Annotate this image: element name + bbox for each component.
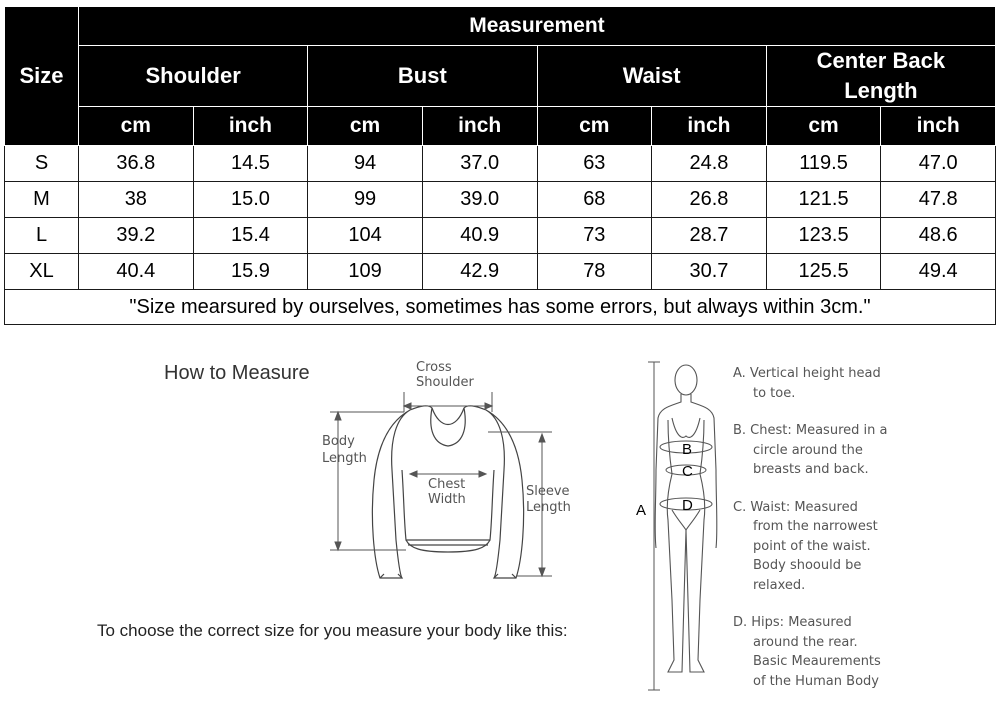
value-cell: 68	[537, 182, 652, 218]
value-cell: 38	[79, 182, 194, 218]
unit-header: inch	[422, 107, 537, 146]
measurement-header: Measurement	[79, 7, 996, 46]
value-cell: 78	[537, 254, 652, 290]
value-cell: 14.5	[193, 146, 308, 182]
value-cell: 28.7	[652, 218, 767, 254]
value-cell: 73	[537, 218, 652, 254]
cross-shoulder-label-2: Shoulder	[416, 375, 474, 390]
value-cell: 36.8	[79, 146, 194, 182]
unit-header: cm	[537, 107, 652, 146]
legend-item-b: B. Chest: Measured in a circle around the breasts and back.	[733, 423, 888, 477]
value-cell: 125.5	[766, 254, 881, 290]
value-cell: 121.5	[766, 182, 881, 218]
body-measure-bands	[648, 362, 712, 690]
letter-d-label: D	[682, 497, 693, 514]
value-cell: 26.8	[652, 182, 767, 218]
size-cell: XL	[5, 254, 79, 290]
chest-width-label-1: Chest	[428, 477, 466, 492]
value-cell: 40.9	[422, 218, 537, 254]
sleeve-length-label-2: Length	[526, 500, 571, 515]
value-cell: 123.5	[766, 218, 881, 254]
cross-shoulder-arrow	[404, 392, 492, 412]
body-length-label-1: Body	[322, 434, 355, 449]
measurement-legend	[733, 364, 993, 709]
value-cell: 63	[537, 146, 652, 182]
value-cell: 99	[308, 182, 423, 218]
value-cell: 30.7	[652, 254, 767, 290]
value-cell: 119.5	[766, 146, 881, 182]
letter-b-label: B	[682, 441, 693, 458]
measurement-note: "Size mearsured by ourselves, sometimes has some errors, but always within 3cm."	[5, 290, 996, 325]
value-cell: 39.2	[79, 218, 194, 254]
letter-a-label: A	[636, 502, 647, 519]
group-header-waist: Waist	[537, 46, 766, 107]
value-cell: 37.0	[422, 146, 537, 182]
value-cell: 48.6	[881, 218, 996, 254]
legend-item-d: D. Hips: Measured around the rear. Basic Meaurements of the Human Body	[733, 615, 881, 689]
value-cell: 94	[308, 146, 423, 182]
value-cell: 15.0	[193, 182, 308, 218]
unit-header: cm	[308, 107, 423, 146]
value-cell: 39.0	[422, 182, 537, 218]
cross-shoulder-label-1: Cross	[416, 360, 452, 375]
how-to-measure-title: How to Measure	[164, 362, 310, 384]
value-cell: 15.9	[193, 254, 308, 290]
legend-item-a: A. Vertical height head to toe.	[733, 366, 881, 401]
group-header-shoulder: Shoulder	[79, 46, 308, 107]
human-body-icon	[655, 365, 717, 672]
value-cell: 49.4	[881, 254, 996, 290]
value-cell: 40.4	[79, 254, 194, 290]
choose-size-instruction: To choose the correct size for you measure your body like this:	[97, 621, 568, 640]
unit-header: cm	[79, 107, 194, 146]
legend-item-c: C. Waist: Measured from the narrowest point of the waist. Body shoould be relaxed.	[733, 499, 878, 593]
value-cell: 42.9	[422, 254, 537, 290]
unit-header: inch	[193, 107, 308, 146]
unit-header: cm	[766, 107, 881, 146]
unit-header: inch	[652, 107, 767, 146]
size-cell: M	[5, 182, 79, 218]
chest-width-label-2: Width	[428, 492, 466, 507]
value-cell: 24.8	[652, 146, 767, 182]
value-cell: 104	[308, 218, 423, 254]
letter-c-label: C	[682, 463, 693, 480]
value-cell: 15.4	[193, 218, 308, 254]
group-header-bust: Bust	[308, 46, 537, 107]
size-cell: S	[5, 146, 79, 182]
size-cell: L	[5, 218, 79, 254]
body-length-label-2: Length	[322, 451, 367, 466]
size-header: Size	[5, 7, 79, 146]
unit-header: inch	[881, 107, 996, 146]
group-header-center-back-length: Center Back Length	[766, 46, 995, 107]
value-cell: 47.8	[881, 182, 996, 218]
value-cell: 109	[308, 254, 423, 290]
sleeve-length-label-1: Sleeve	[526, 484, 570, 499]
value-cell: 47.0	[881, 146, 996, 182]
